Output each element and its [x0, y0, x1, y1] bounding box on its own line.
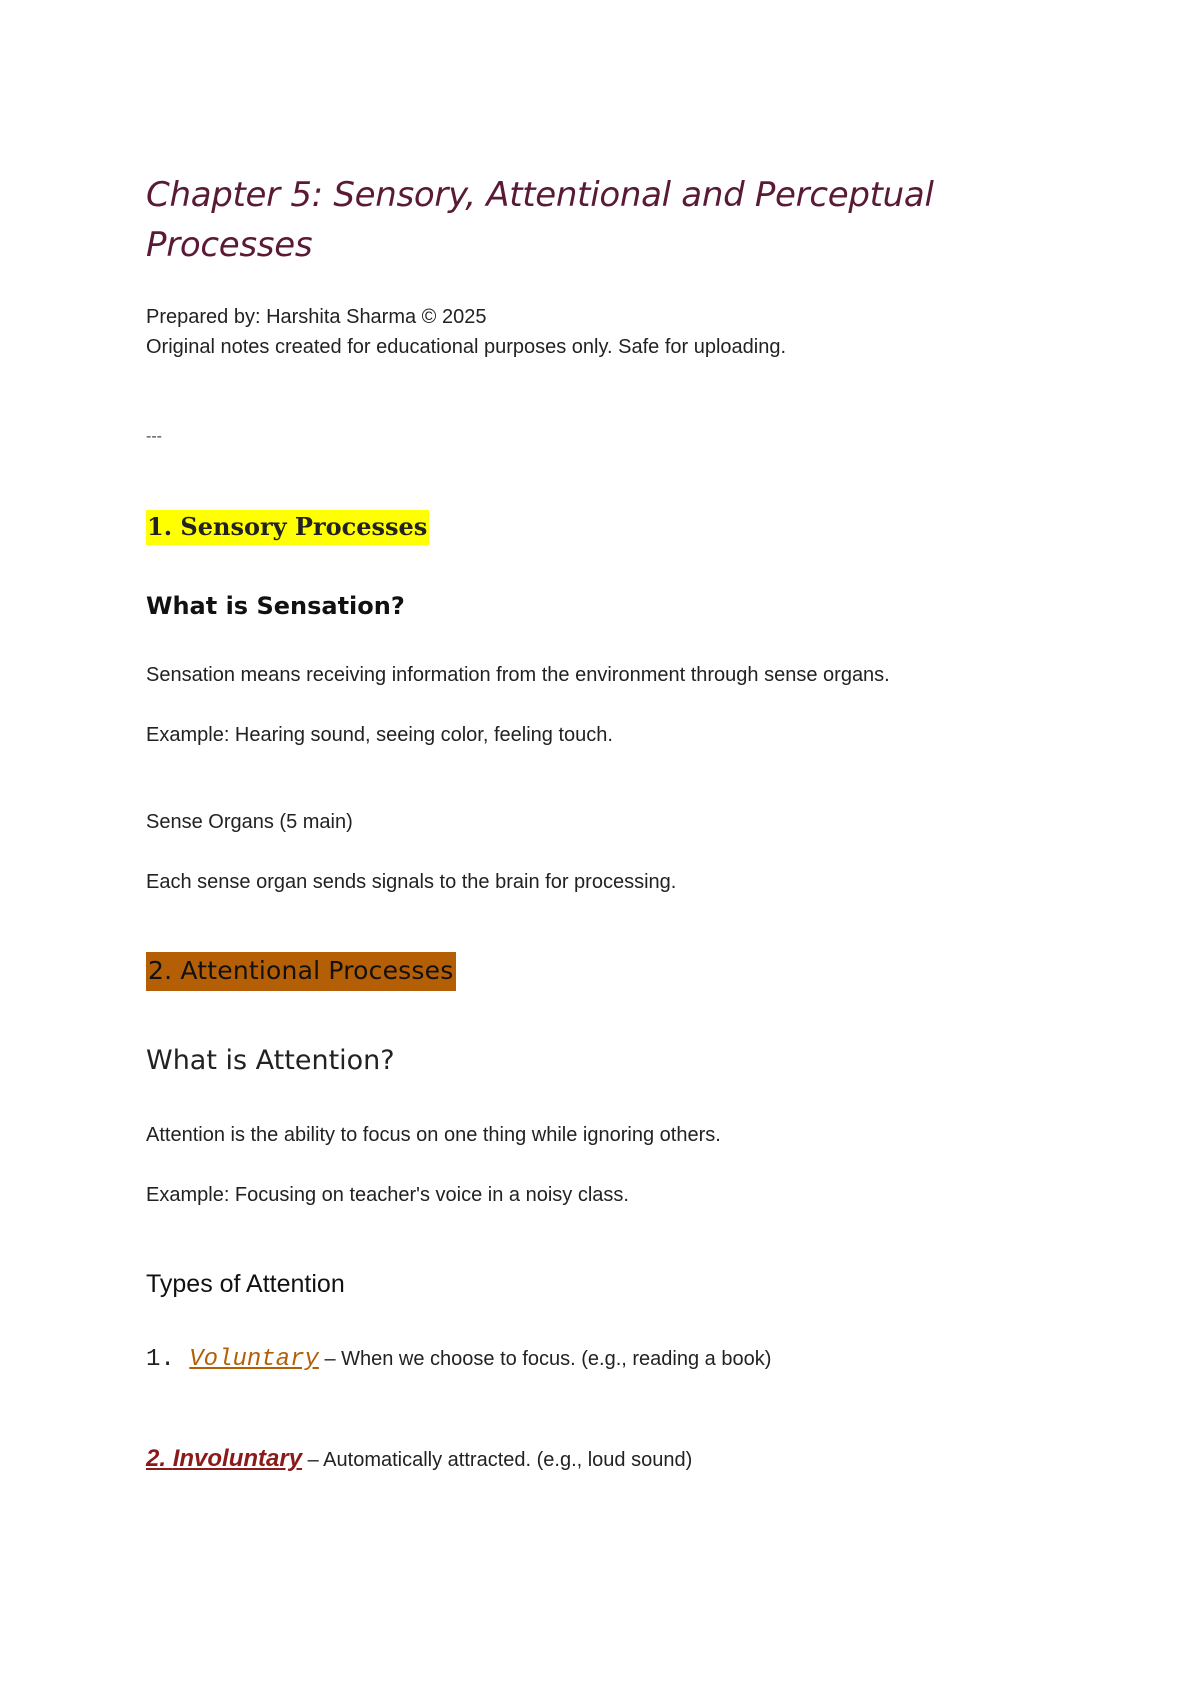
sense-organs-heading: Sense Organs (5 main): [146, 811, 353, 833]
document-title: Chapter 5: Sensory, Attentional and Perceptual Processes: [146, 175, 934, 265]
voluntary-description: – When we choose to focus. (e.g., reading a book): [318, 1348, 772, 1370]
section-2-heading: 2. Attentional Processes: [146, 952, 456, 991]
sensation-definition: Sensation means receiving information from the environment through sense organs.: [146, 664, 890, 686]
term-voluntary: Voluntary: [189, 1346, 319, 1373]
sense-organs-text: Each sense organ sends signals to the brain for processing.: [146, 871, 677, 893]
list-number: 1.: [146, 1346, 175, 1373]
attention-example: Example: Focusing on teacher's voice in a noisy class.: [146, 1184, 629, 1206]
term-involuntary: Involuntary: [172, 1445, 303, 1472]
types-of-attention-heading: Types of Attention: [146, 1270, 345, 1298]
usage-note: Original notes created for educational purposes only. Safe for uploading.: [146, 336, 787, 358]
sensation-example: Example: Hearing sound, seeing color, feeling touch.: [146, 724, 613, 746]
involuntary-description: – Automatically attracted. (e.g., loud sound): [302, 1449, 693, 1471]
section-1-heading-wrap: [146, 512, 429, 541]
separator: ---: [146, 428, 162, 445]
list-item-involuntary: [146, 1445, 692, 1473]
section-1-heading: 1. Sensory Processes: [146, 510, 429, 545]
list-number: 2.: [146, 1445, 173, 1472]
sensation-subheading: What is Sensation?: [146, 592, 405, 620]
attention-subheading: What is Attention?: [146, 1045, 395, 1076]
attention-definition: Attention is the ability to focus on one thing while ignoring others.: [146, 1124, 721, 1146]
list-item-voluntary: [146, 1346, 771, 1373]
prepared-by: Prepared by: Harshita Sharma © 2025: [146, 306, 487, 328]
section-2-heading-wrap: [146, 956, 456, 985]
